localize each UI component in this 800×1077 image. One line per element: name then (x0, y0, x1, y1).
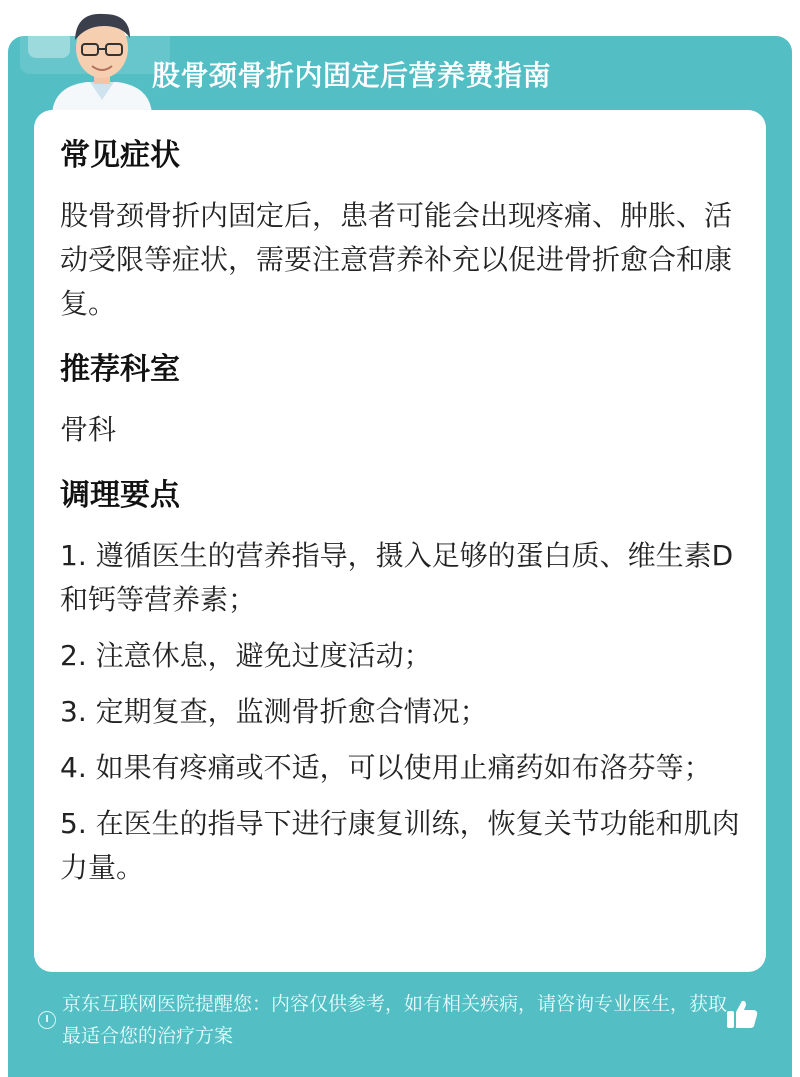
care-heading: 调理要点 (60, 478, 180, 513)
symptoms-heading: 常见症状 (60, 138, 180, 173)
content-card (34, 110, 766, 972)
info-icon (38, 1011, 56, 1029)
department-heading: 推荐科室 (60, 352, 180, 387)
care-item: 1. 遵循医生的营养指导，摄入足够的蛋白质、维生素D和钙等营养素； (60, 539, 734, 616)
care-item: 4. 如果有疼痛或不适，可以使用止痛药如布洛芬等； (60, 751, 712, 784)
care-item: 3. 定期复查，监测骨折愈合情况； (60, 695, 488, 728)
thumbs-up-icon[interactable] (724, 996, 760, 1032)
symptoms-text: 股骨颈骨折内固定后，患者可能会出现疼痛、肿胀、活动受限等症状，需要注意营养补充以促进骨折愈合和康复。 (60, 199, 733, 320)
care-item: 2. 注意休息，避免过度活动； (60, 639, 432, 672)
care-item: 5. 在医生的指导下进行康复训练，恢复关节功能和肌肉力量。 (60, 807, 740, 884)
department-text: 骨科 (60, 413, 117, 446)
disclaimer-text: 京东互联网医院提醒您：内容仅供参考，如有相关疾病，请咨询专业医生，获取最适合您的治疗方案 (62, 993, 728, 1047)
page-title: 股骨颈骨折内固定后营养费指南 (152, 59, 552, 92)
doctor-avatar (42, 4, 162, 114)
